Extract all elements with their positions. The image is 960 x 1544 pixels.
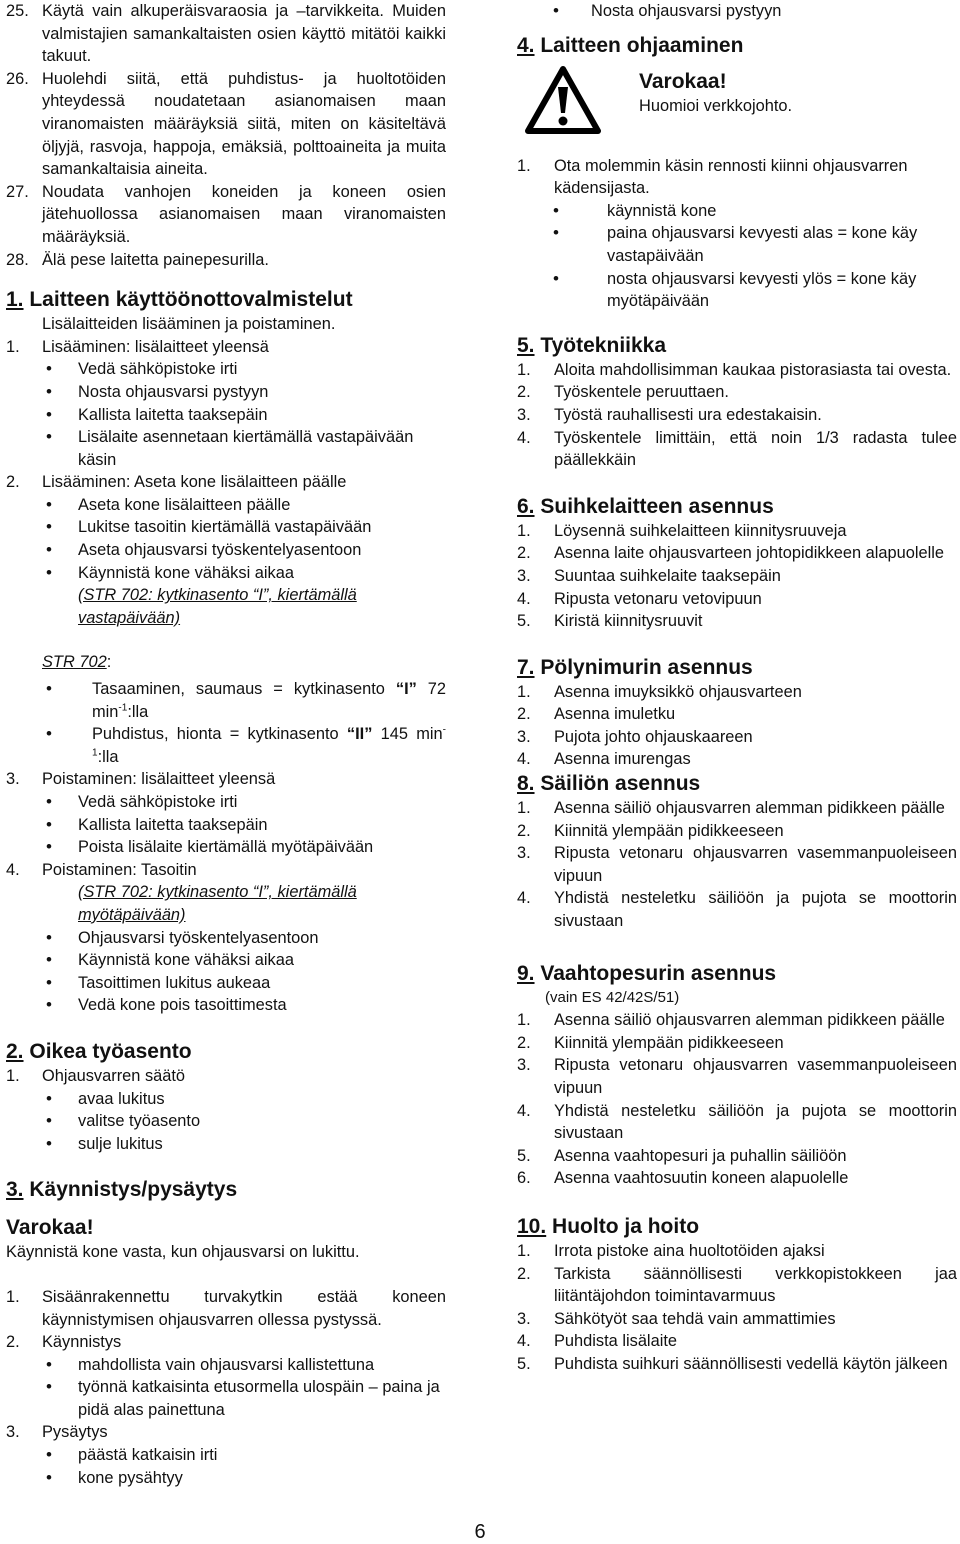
bullet-item: • Lisälaite asennetaan kiertämällä vastapäivään käsin <box>6 426 446 471</box>
section-heading: 6. Suihkelaitteen asennus <box>517 494 774 518</box>
bullet-item: • Tasaaminen, saumaus = kytkinasento “I” 72 $\min^{-1}:lla$ <box>6 678 446 723</box>
bullet-item: • Lukitse tasoitin kiertämällä vastapäivään <box>6 516 446 539</box>
list-item: 1. Ohjausvarren säätö <box>6 1066 186 1085</box>
section-heading: 3. Käynnistys/pysäytys <box>6 1178 238 1202</box>
warning-title: Varokaa! <box>639 69 727 93</box>
list-item: 3. Pysäytys <box>6 1423 108 1442</box>
left-column <box>6 0 446 1489</box>
str-label: STR 702: <box>42 653 112 672</box>
list-item: 2. Työskentele peruuttaen. <box>517 383 729 402</box>
list-item: 1. Asenna imuyksikkö ohjausvarteen <box>517 682 802 701</box>
bullet-item: • Käynnistä kone vähäksi aikaa <box>6 949 446 972</box>
list-item: 4. Työskentele limittäin, että noin 1/3 radasta tulee päällekkäin <box>517 428 957 470</box>
list-item: 1. Sisäänrakennettu turvakytkin estää koneen käynnistymisen ohjausvarren ollessa pystyssä. <box>6 1287 446 1329</box>
list-item: 5. Asenna vaahtopesuri ja puhallin säiliöön <box>517 1146 847 1165</box>
list-item: 28. Älä pese laitetta painepesurilla. <box>6 250 269 269</box>
bullet-item: • päästä katkaisin irti <box>6 1444 446 1467</box>
bullet-item: • Käynnistä kone vähäksi aikaa <box>6 562 446 585</box>
safety-list <box>6 0 446 271</box>
bullet-item: • valitse työasento <box>6 1110 446 1133</box>
list-item: 2. Kiinnitä ylempään pidikkeeseen <box>517 1033 784 1052</box>
list-item: 1. Irrota pistoke aina huoltotöiden ajaksi <box>517 1241 825 1260</box>
list-item: 4. Yhdistä nesteletku säiliöön ja pujota se moottorin sivustaan <box>517 889 957 931</box>
list-item: 2. Tarkista säännöllisesti verkkopistokkeen jaa liitäntäjohdon toimintavarmuus <box>517 1264 957 1306</box>
list-item: 27. Noudata vanhojen koneiden ja koneen osien jätehuollossa asianomaisen maan viranomaisten määräyksiä. <box>6 182 446 246</box>
bullet-item: • Nosta ohjausvarsi pystyyn <box>517 0 957 23</box>
list-item: 1. Lisääminen: lisälaitteet yleensä <box>6 337 269 356</box>
list-item: 1. Asenna säiliö ohjausvarren alemman pidikkeen päälle <box>517 1011 945 1030</box>
list-item: 2. Asenna laite ohjausvarteen johtopidikkeen alapuolelle <box>517 544 945 563</box>
list-item: 1. Asenna säiliö ohjausvarren alemman pidikkeen päälle <box>517 799 945 818</box>
section-heading: 4. Laitteen ohjaaminen <box>517 33 744 57</box>
warning-text: Huomioi verkkojohto. <box>639 96 793 115</box>
bullet-item: • kone pysähtyy <box>6 1467 446 1490</box>
list-item: 6. Asenna vaahtosuutin koneen alapuolelle <box>517 1169 849 1188</box>
list-item: 3. Työstä rauhallisesti ura edestakaisin. <box>517 405 822 424</box>
bullet-item: • Ohjausvarsi työskentelyasentoon <box>6 927 446 950</box>
bullet-item: • Nosta ohjausvarsi pystyyn <box>6 381 446 404</box>
list-item: 2. Käynnistys <box>6 1333 122 1352</box>
bullet-item: • Vedä sähköpistoke irti <box>6 358 446 381</box>
note: (STR 702: kytkinasento “I”, kiertämällä vastapäivään) <box>78 586 357 627</box>
warning-text-block <box>639 69 792 118</box>
bullet-item: • nosta ohjausvarsi kevyesti ylös = kone käy myötäpäivään <box>517 268 957 313</box>
list-item: 5. Kiristä kiinnitysruuvit <box>517 612 703 631</box>
bullet-item: • Puhdistus, hionta = kytkinasento “II” 145 $\min^{-1}:lla$ <box>6 723 446 768</box>
list-item: 3. Ripusta vetonaru ohjausvarren vasemmanpuoleiseen vipuun <box>517 1056 957 1097</box>
list-item: 3. Ripusta vetonaru ohjausvarren vasemmanpuoleiseen vipuun <box>517 844 957 885</box>
section-heading: 8. Säiliön asennus <box>517 772 701 796</box>
list-item: 4. Poistaminen: Tasoitin <box>6 860 197 879</box>
warning-box <box>517 59 957 143</box>
list-item: 25. Käytä vain alkuperäisvaraosia ja –tarvikkeita. Muiden valmistajien samankaltaisten osien käyttö mitätöi kaikki takuut. <box>6 2 446 66</box>
bullet-item: • Aseta kone lisälaitteen päälle <box>6 494 446 517</box>
bullet-item: • mahdollista vain ohjausvarsi kallistettuna <box>6 1354 446 1377</box>
list-item: 26. Huolehdi siitä, että puhdistus- ja huoltotöiden yhteydessä noudatetaan asianomaisen maan viranomaisten määräyksiä siitä, miten on käsiteltävä öljyjä, rasvoja, happoja, emäksiä, polttoaineita ja muita samankaltaisia aineita. <box>6 69 446 179</box>
list-item: 3. Suuntaa suihkelaite taaksepäin <box>517 566 781 585</box>
list-item: 5. Puhdista suihkuri säännöllisesti vedellä käytön jälkeen <box>517 1354 948 1373</box>
page-number: 6 <box>474 1521 486 1543</box>
section-heading: 5. Työtekniikka <box>517 333 667 357</box>
list-item: 1. Ota molemmin käsin rennosti kiinni ohjausvarren kädensijasta. <box>517 156 908 198</box>
list-item: 3. Poistaminen: lisälaitteet yleensä <box>6 770 276 789</box>
list-item: 2. Lisääminen: Aseta kone lisälaitteen päälle <box>6 473 347 492</box>
section-subtitle: Lisälaitteiden lisääminen ja poistaminen. <box>42 315 336 334</box>
list-item: 2. Asenna imuletku <box>517 705 676 724</box>
section-heading: 1. Laitteen käyttöönottovalmistelut <box>6 288 353 312</box>
list-item: 4. Asenna imurengas <box>517 750 691 769</box>
list-item: 4. Yhdistä nesteletku säiliöön ja pujota se moottorin sivustaan <box>517 1101 957 1143</box>
bullet-item: • työnnä katkaisinta etusormella ulospäin – paina ja pidä alas painettuna <box>6 1376 446 1421</box>
list-item: 3. Pujota johto ohjauskaareen <box>517 727 753 746</box>
bullet-item: • Vedä sähköpistoke irti <box>6 791 446 814</box>
list-item: 4. Puhdista lisälaite <box>517 1332 678 1351</box>
list-item: 2. Kiinnitä ylempään pidikkeeseen <box>517 821 784 840</box>
bullet-item: • käynnistä kone <box>517 200 957 223</box>
section-subtitle: (vain ES 42/42S/51) <box>545 988 680 1006</box>
bullet-item: • Poista lisälaite kiertämällä myötäpäivään <box>6 836 446 859</box>
section-heading: 2. Oikea työasento <box>6 1039 192 1063</box>
bullet-item: • avaa lukitus <box>6 1088 446 1111</box>
list-item: 1. Aloita mahdollisimman kaukaa pistorasiasta tai ovesta. <box>517 360 952 379</box>
right-column <box>517 0 957 1376</box>
bullet-item: • Tasoittimen lukitus aukeaa <box>6 972 446 995</box>
note: (STR 702: kytkinasento “I”, kiertämällä myötäpäivään) <box>78 883 357 924</box>
section-heading: 7. Pölynimurin asennus <box>517 655 753 679</box>
list-item: 3. Sähkötyöt saa tehdä vain ammattimies <box>517 1309 836 1328</box>
section-heading: 10. Huolto ja hoito <box>517 1214 700 1238</box>
warning-text: Käynnistä kone vasta, kun ohjausvarsi on lukittu. <box>6 1243 360 1262</box>
list-item: 4. Ripusta vetonaru vetovipuun <box>517 589 762 608</box>
bullet-item: • Kallista laitetta taaksepäin <box>6 404 446 427</box>
bullet-item: • sulje lukitus <box>6 1133 446 1156</box>
section-heading: 9. Vaahtopesurin asennus <box>517 961 777 985</box>
bullet-item: • Aseta ohjausvarsi työskentelyasentoon <box>6 539 446 562</box>
bullet-item: • paina ohjausvarsi kevyesti alas = kone käy vastapäivään <box>517 222 957 267</box>
bullet-item: • Kallista laitetta taaksepäin <box>6 814 446 837</box>
bullet-item: • Vedä kone pois tasoittimesta <box>6 994 446 1017</box>
warning-title: Varokaa! <box>6 1216 94 1240</box>
warning-triangle-icon <box>525 65 601 135</box>
list-item: 1. Löysennä suihkelaitteen kiinnitysruuveja <box>517 521 847 540</box>
